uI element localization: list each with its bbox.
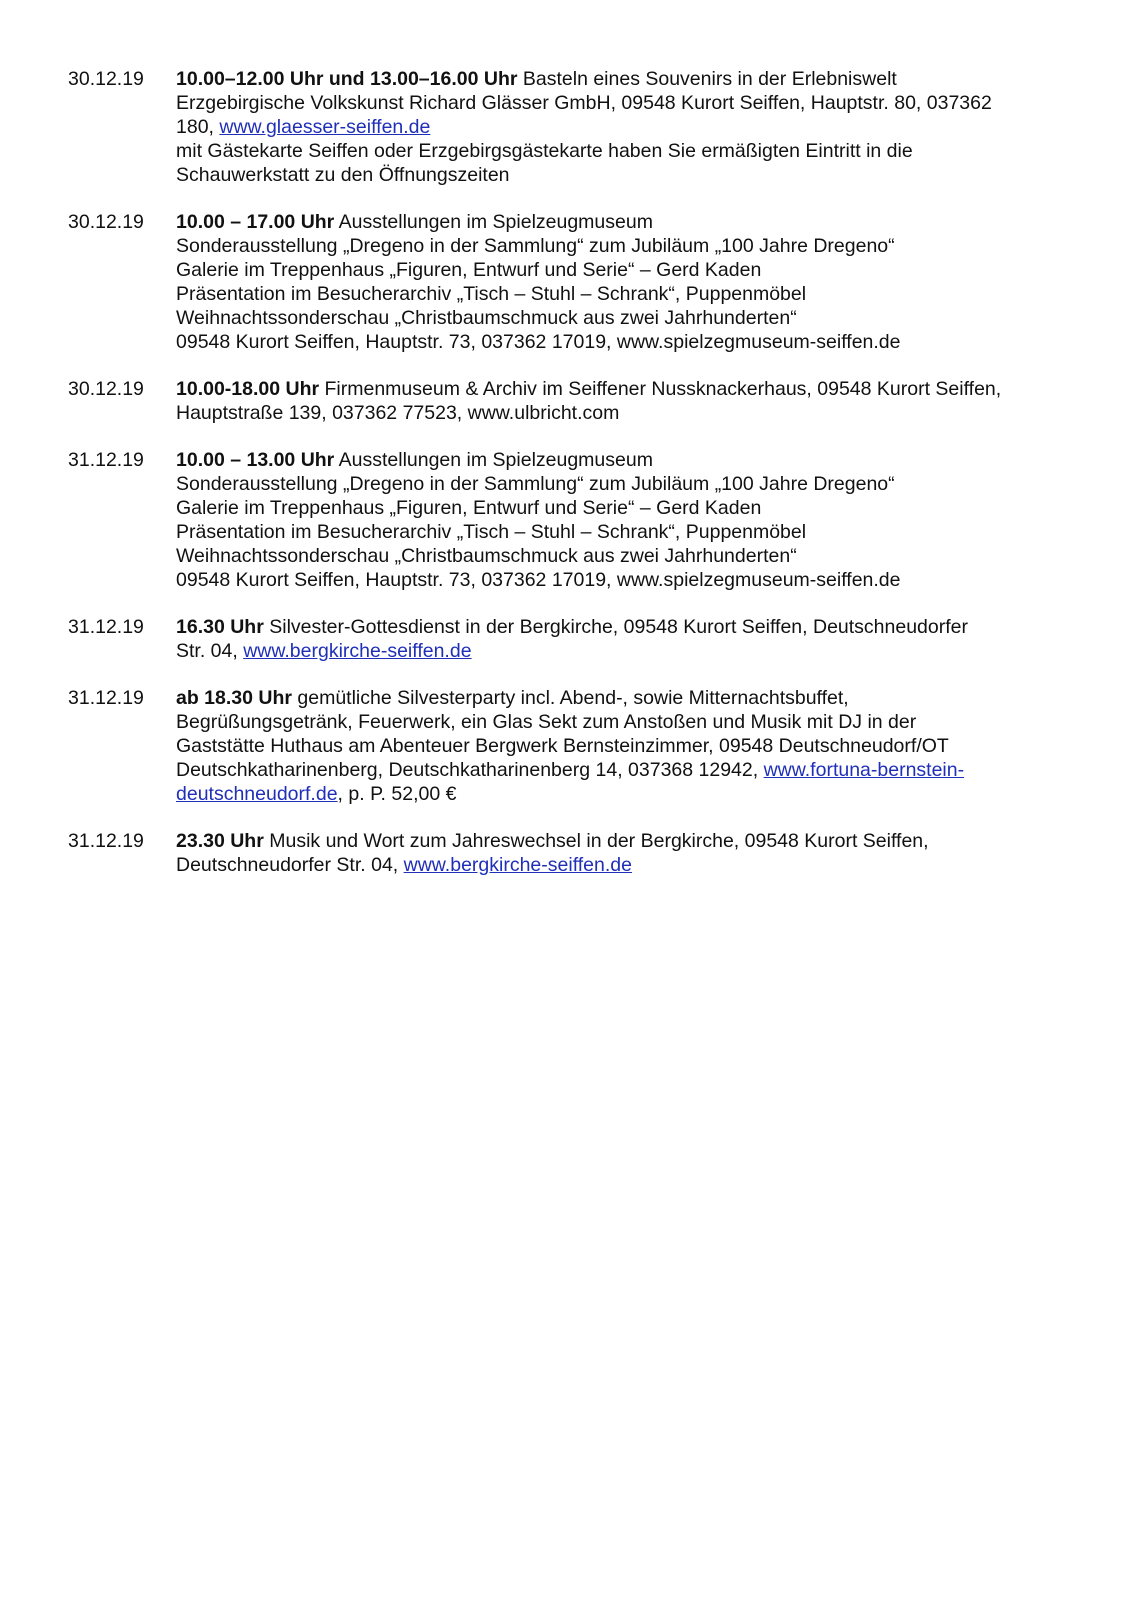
event-entry — [68, 829, 1068, 877]
event-time: 10.00 – 13.00 Uhr — [176, 449, 335, 471]
event-title: Silvester-Gottesdienst in der Bergkirche, 09548 Kurort Seiffen, Deutschneudorfer — [263, 616, 968, 638]
event-details — [176, 210, 1068, 354]
event-title: gemütliche Silvesterparty incl. Abend-, sowie Mitternachtsbuffet, — [291, 687, 849, 709]
event-line: 09548 Kurort Seiffen, Hauptstr. 73, 037362 17019, www.spielzegmuseum-seiffen.de — [176, 331, 901, 353]
event-entry — [68, 377, 1068, 425]
event-time: 10.00 – 17.00 Uhr — [176, 211, 335, 233]
event-line: mit Gästekarte Seiffen oder Erzgebirgsgästekarte haben Sie ermäßigten Eintritt in die — [176, 140, 913, 162]
event-line: Präsentation im Besucherarchiv „Tisch – Stuhl – Schrank“, Puppenmöbel — [176, 521, 807, 543]
event-text: Deutschkatharinenberg, Deutschkatharinenberg 14, 037368 12942, — [176, 759, 764, 781]
event-line — [176, 686, 1068, 710]
event-entry — [68, 67, 1068, 187]
event-line — [176, 758, 1068, 782]
website-link[interactable]: deutschneudorf.de — [176, 783, 338, 805]
event-details — [176, 615, 1068, 663]
event-line — [176, 377, 1068, 401]
event-time: 23.30 Uhr — [176, 830, 264, 852]
event-date: 30.12.19 — [68, 211, 144, 233]
event-line — [176, 115, 1068, 139]
event-line: Gaststätte Huthaus am Abenteuer Bergwerk Bernsteinzimmer, 09548 Deutschneudorf/OT — [176, 735, 949, 757]
event-entry — [68, 686, 1068, 806]
event-date: 31.12.19 — [68, 449, 144, 471]
event-line — [176, 829, 1068, 853]
website-link[interactable]: www.bergkirche-seiffen.de — [243, 640, 472, 662]
event-details — [176, 686, 1068, 806]
event-line: Weihnachtssonderschau „Christbaumschmuck aus zwei Jahrhunderten“ — [176, 545, 797, 567]
event-date: 31.12.19 — [68, 830, 144, 852]
event-details — [176, 377, 1068, 425]
event-time: 10.00-18.00 Uhr — [176, 378, 320, 400]
event-date: 30.12.19 — [68, 68, 144, 90]
event-details — [176, 448, 1068, 592]
event-line: Sonderausstellung „Dregeno in der Sammlung“ zum Jubiläum „100 Jahre Dregeno“ — [176, 235, 895, 257]
event-text: Deutschneudorfer Str. 04, — [176, 854, 404, 876]
event-line: Galerie im Treppenhaus „Figuren, Entwurf und Serie“ – Gerd Kaden — [176, 259, 762, 281]
event-line: Sonderausstellung „Dregeno in der Sammlung“ zum Jubiläum „100 Jahre Dregeno“ — [176, 473, 895, 495]
event-line — [176, 639, 1068, 663]
event-title: Musik und Wort zum Jahreswechsel in der Bergkirche, 09548 Kurort Seiffen, — [263, 830, 929, 852]
event-date: 30.12.19 — [68, 378, 144, 400]
event-line: Galerie im Treppenhaus „Figuren, Entwurf und Serie“ – Gerd Kaden — [176, 497, 762, 519]
event-line: Begrüßungsgetränk, Feuerwerk, ein Glas Sekt zum Anstoßen und Musik mit DJ in der — [176, 711, 917, 733]
event-entry — [68, 210, 1068, 354]
event-details — [176, 829, 1068, 877]
event-entry — [68, 615, 1068, 663]
event-line — [176, 448, 1068, 472]
event-line: Präsentation im Besucherarchiv „Tisch – Stuhl – Schrank“, Puppenmöbel — [176, 283, 807, 305]
event-entry — [68, 448, 1068, 592]
event-line — [176, 782, 1068, 806]
event-line: Hauptstraße 139, 037362 77523, www.ulbricht.com — [176, 402, 620, 424]
website-link[interactable]: www.glaesser-seiffen.de — [219, 116, 431, 138]
event-price: , p. P. 52,00 € — [337, 783, 457, 805]
event-line — [176, 615, 1068, 639]
event-list — [68, 67, 1068, 877]
event-date: 31.12.19 — [68, 616, 144, 638]
event-line — [176, 67, 1068, 91]
event-line: Schauwerkstatt zu den Öffnungszeiten — [176, 164, 510, 186]
event-time: ab 18.30 Uhr — [176, 687, 292, 709]
website-link[interactable]: www.fortuna-bernstein- — [763, 759, 965, 781]
event-line: Weihnachtssonderschau „Christbaumschmuck aus zwei Jahrhunderten“ — [176, 307, 797, 329]
event-date: 31.12.19 — [68, 687, 144, 709]
event-title: Ausstellungen im Spielzeugmuseum — [334, 449, 653, 471]
event-title: Firmenmuseum & Archiv im Seiffener Nussknackerhaus, 09548 Kurort Seiffen, — [319, 378, 1002, 400]
event-line — [176, 210, 1068, 234]
event-line — [176, 853, 1068, 877]
event-details — [176, 67, 1068, 187]
website-link[interactable]: www.bergkirche-seiffen.de — [403, 854, 632, 876]
event-line: 09548 Kurort Seiffen, Hauptstr. 73, 037362 17019, www.spielzegmuseum-seiffen.de — [176, 569, 901, 591]
event-title: Basteln eines Souvenirs in der Erlebniswelt — [517, 68, 897, 90]
event-time: 16.30 Uhr — [176, 616, 264, 638]
event-text: Str. 04, — [176, 640, 244, 662]
event-title: Ausstellungen im Spielzeugmuseum — [334, 211, 653, 233]
event-text: 180, — [176, 116, 220, 138]
event-line: Erzgebirgische Volkskunst Richard Glässer GmbH, 09548 Kurort Seiffen, Hauptstr. 80, 037362 — [176, 92, 992, 114]
event-time: 10.00–12.00 Uhr und 13.00–16.00 Uhr — [176, 68, 518, 90]
